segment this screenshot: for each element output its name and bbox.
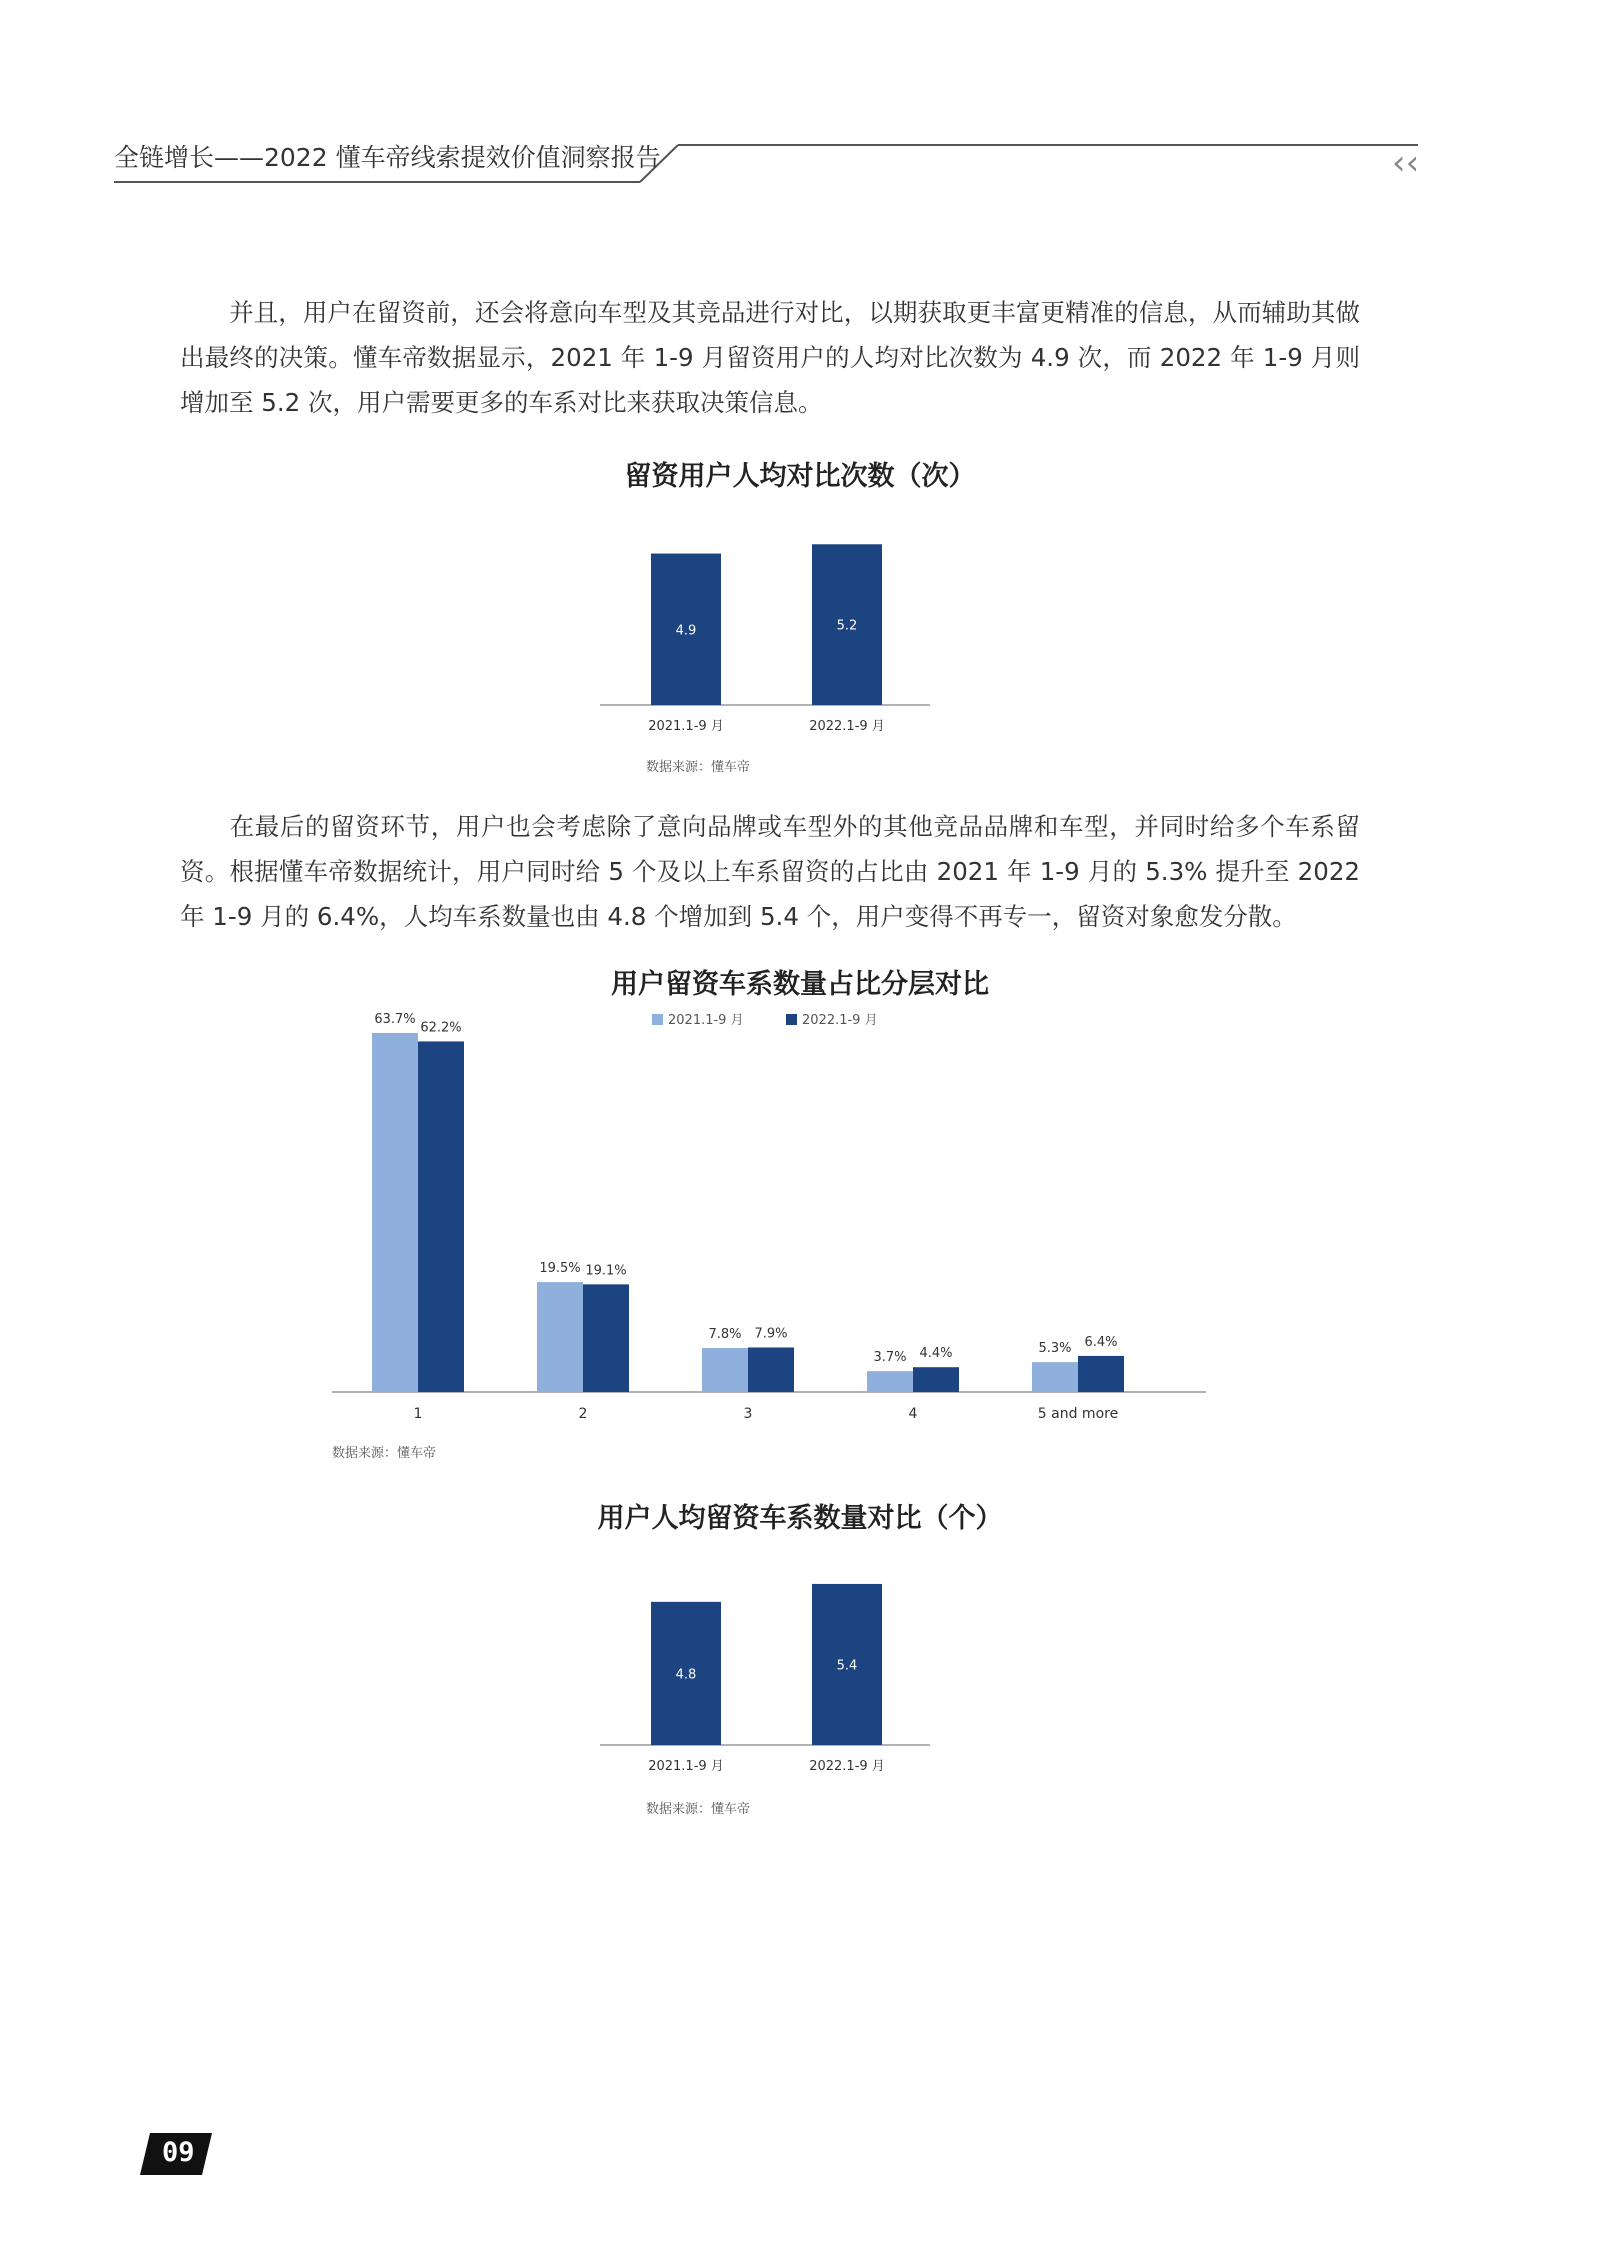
chart1-title: 留资用户人均对比次数（次）: [624, 461, 976, 492]
page-number: 09: [162, 2137, 195, 2168]
chart2-value-label: 7.8%: [708, 1327, 742, 1343]
chart1-category-label: 2022.1-9 月: [809, 719, 885, 734]
chart3-source: 数据来源：懂车帝: [646, 1802, 751, 1817]
paragraph-2-text: 在最后的留资环节，用户也会考虑除了意向品牌或车型外的其他竞品品牌和车型，并同时给多个车系留资。根据懂车帝数据统计，用户同时给 5 个及以上车系留资的占比由 2021 年 1-9 月的 5.3% 提升至 2022 年 1-9 月的 6.4%，人均车系数量也由 4.8 个增加到 5.4 个，用户变得不再专一，留资对象愈发分散。: [180, 812, 1360, 931]
chart2-category-label: 3: [743, 1406, 753, 1422]
chart2-value-label: 5.3%: [1038, 1341, 1072, 1357]
chart2-value-label: 4.4%: [919, 1346, 953, 1362]
chart2-bar: [867, 1371, 913, 1392]
chart2-legend-label: 2021.1-9 月: [668, 1013, 744, 1028]
chart2-bar: [418, 1041, 464, 1392]
chart1-category-label: 2021.1-9 月: [648, 719, 724, 734]
chart2-legend-label: 2022.1-9 月: [802, 1013, 878, 1028]
chart2-value-label: 62.2%: [420, 1020, 462, 1036]
chart2-bar: [372, 1033, 418, 1392]
chart2-category-label: 5 and more: [1037, 1406, 1119, 1422]
chart2-bar: [1032, 1362, 1078, 1392]
chart2-value-label: 6.4%: [1084, 1334, 1118, 1350]
chart2-bar: [913, 1367, 959, 1392]
chart2-value-label: 3.7%: [873, 1350, 907, 1366]
chart2-value-label: 7.9%: [754, 1326, 788, 1342]
chart2-value-label: 19.1%: [585, 1263, 627, 1279]
chart2-legend-swatch: [786, 1014, 797, 1025]
chart2-value-label: 63.7%: [374, 1011, 416, 1027]
chart2-source: 数据来源：懂车帝: [332, 1446, 437, 1461]
chart2-category-label: 1: [413, 1406, 423, 1422]
chart2-title: 用户留资车系数量占比分层对比: [611, 969, 989, 1000]
chart1-source: 数据来源：懂车帝: [646, 760, 751, 775]
chart1-plot: [0, 520, 1600, 740]
chart2-plot: [0, 1000, 1600, 1430]
chart3-value-label: 5.4: [836, 1658, 858, 1674]
paragraph-2: [180, 804, 1360, 939]
paragraph-1: [180, 290, 1360, 425]
chart2-bar: [748, 1347, 794, 1392]
chart3-plot: [0, 1560, 1600, 1780]
chart3-category-label: 2022.1-9 月: [809, 1759, 885, 1774]
chart1-value-label: 4.9: [675, 623, 697, 639]
chart3-value-label: 4.8: [675, 1667, 697, 1683]
chart3-category-label: 2021.1-9 月: [648, 1759, 724, 1774]
chart2-category-label: 4: [908, 1406, 918, 1422]
chart2-bar: [537, 1282, 583, 1392]
chevron-left-icon[interactable]: ‹‹: [1392, 143, 1420, 183]
paragraph-1-text: 并且，用户在留资前，还会将意向车型及其竞品进行对比，以期获取更丰富更精准的信息，从而辅助其做出最终的决策。懂车帝数据显示，2021 年 1-9 月留资用户的人均对比次数为 4.9 次，而 2022 年 1-9 月则增加至 5.2 次，用户需要更多的车系对比来获取决策信息。: [180, 298, 1360, 417]
chart2-bar: [583, 1284, 629, 1392]
page-number-badge: [140, 2133, 212, 2179]
chart2-category-label: 2: [578, 1406, 588, 1422]
chart2-legend-swatch: [652, 1014, 663, 1025]
chart2-bar: [702, 1348, 748, 1392]
report-title: 全链增长——2022 懂车帝线索提效价值洞察报告: [114, 143, 661, 172]
chart3-title: 用户人均留资车系数量对比（个）: [597, 1503, 1003, 1534]
chart1-value-label: 5.2: [836, 618, 858, 634]
chart2-value-label: 19.5%: [539, 1261, 581, 1277]
chart2-bar: [1078, 1356, 1124, 1392]
